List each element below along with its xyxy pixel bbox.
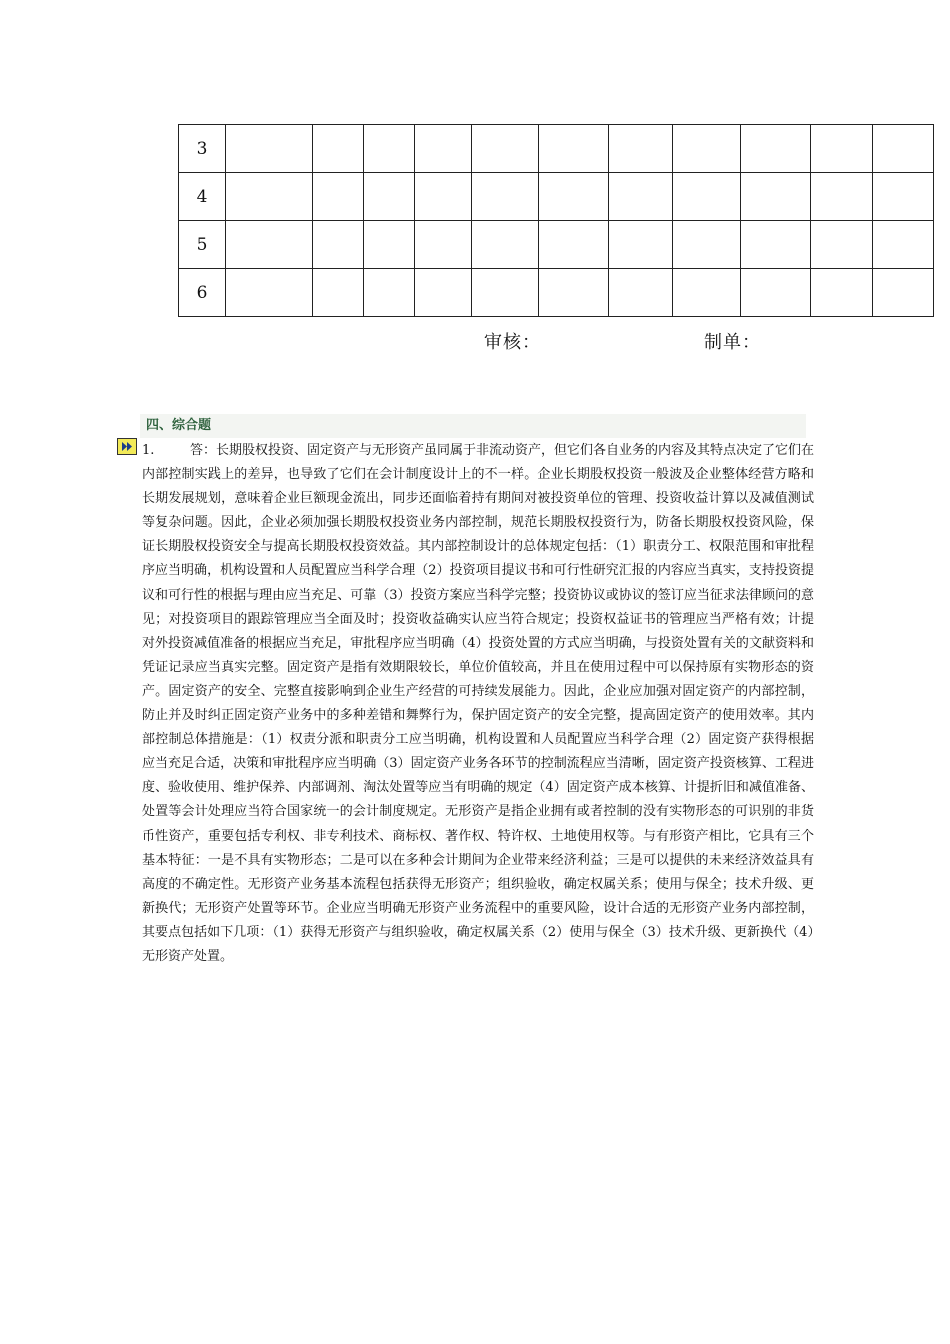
table-cell [539, 221, 609, 269]
table-row [179, 173, 934, 221]
table-cell [364, 125, 415, 173]
table-cell [415, 173, 472, 221]
table-cell [226, 173, 313, 221]
table-row [179, 269, 934, 317]
ledger-table [178, 124, 934, 317]
table-cell [873, 125, 934, 173]
section-title: 四、综合题 [140, 414, 806, 438]
table-cell [811, 269, 873, 317]
table-cell [873, 269, 934, 317]
table-cell [609, 269, 673, 317]
table-cell [313, 269, 364, 317]
table-cell [673, 221, 741, 269]
row-number-cell: 3 [179, 125, 226, 173]
answer-text: 答：长期股权投资、固定资产与无形资产虽同属于非流动资产，但它们各自业务的内容及其特点决定了它们在内部控制实践上的差异，也导致了它们在会计制度设计上的不一样。企业长期股权投资一般波及企业整体经营方略和长期发展规划，意味着企业巨额现金流出，同步还面临着持有期间对被投资单位的管理、投资收益计算以及减值测试等复杂问题。因此，企业必须加强长期股权投资业务内部控制，规范长期股权投资行为，防备长期股权投资风险，保证长期股权投资安全与提高长期股权投资效益。其内部控制设计的总体规定包括：（1）职责分工、权限范围和审批程序应当明确，机构设置和人员配置应当科学合理（2）投资项目提议书和可行性研究汇报的内容应当真实，支持投资提议和可行性的根据与理由应当充足、可靠（3）投资方案应当科学完整；投资协议或协议的签订应当征求法律顾问的意见；对投资项目的跟踪管理应当全面及时；投资收益确实认应当符合规定；投资权益证书的管理应当严格有效；计提对外投资减值准备的根据应当充足，审批程序应当明确（4）投资处置的方式应当明确，与投资处置有关的文献资料和凭证记录应当真实完整。固定资产是指有效期限较长，单位价值较高，并且在使用过程中可以保持原有实物形态的资产。固定资产的安全、完整直接影响到企业生产经营的可持续发展能力。因此，企业应加强对固定资产的内部控制，防止并及时纠正固定资产业务中的多种差错和舞弊行为，保护固定资产的安全完整，提高固定资产的使用效率。其内部控制总体措施是：（1）权责分派和职责分工应当明确，机构设置和人员配置应当科学合理（2）固定资产获得根据应当充足合适，决策和审批程序应当明确（3）固定资产业务各环节的控制流程应当清晰，固定资产投资核算、工程进度、验收使用、维护保养、内部调剂、淘汰处置等应当有明确的规定（4）固定资产成本核算、计提折旧和减值准备、处置等会计处理应当符合国家统一的会计制度规定。无形资产是指企业拥有或者控制的没有实物形态的可识别的非货币性资产，重要包括专利权、非专利技术、商标权、著作权、特许权、土地使用权等。与有形资产相比，它具有三个基本特征：一是不具有实物形态；二是可以在多种会计期间为企业带来经济利益；三是可以提供的未来经济效益具有高度的不确定性。无形资产业务基本流程包括获得无形资产；组织验收，确定权属关系；使用与保全；技术升级、更新换代；无形资产处置等环节。企业应当明确无形资产业务流程中的重要风险，设计合适的无形资产业务内部控制，其要点包括如下几项：（1）获得无形资产与组织验收，确定权属关系（2）使用与保全（3）技术升级、更新换代（4）无形资产处置。 [142, 443, 815, 964]
table-cell [364, 269, 415, 317]
table-cell [415, 269, 472, 317]
table-row [179, 221, 934, 269]
table-cell [741, 173, 811, 221]
table-cell [673, 269, 741, 317]
answer-paragraph [142, 439, 814, 969]
table-cell [415, 221, 472, 269]
table-cell [873, 173, 934, 221]
table-cell [873, 221, 934, 269]
table-cell [313, 173, 364, 221]
table-cell [364, 221, 415, 269]
table-cell [811, 221, 873, 269]
table-cell [609, 221, 673, 269]
table-cell [811, 125, 873, 173]
table-cell [673, 173, 741, 221]
table-cell [364, 173, 415, 221]
table-cell [226, 125, 313, 173]
table-row [179, 125, 934, 173]
table-cell [226, 221, 313, 269]
row-number-cell: 4 [179, 173, 226, 221]
table-cell [539, 125, 609, 173]
table-cell [415, 125, 472, 173]
table-cell [472, 269, 539, 317]
table-cell [741, 125, 811, 173]
table-cell [472, 173, 539, 221]
table-cell [226, 269, 313, 317]
table-cell [472, 221, 539, 269]
table-cell [539, 173, 609, 221]
prepared-by-label: 制单： [704, 332, 761, 353]
table-cell [539, 269, 609, 317]
answer-number: 1. [142, 443, 155, 458]
table-cell [472, 125, 539, 173]
table-cell [609, 173, 673, 221]
table-cell [741, 269, 811, 317]
table-cell [609, 125, 673, 173]
table-cell [313, 221, 364, 269]
row-number-cell: 6 [179, 269, 226, 317]
table-cell [313, 125, 364, 173]
answer-arrow-icon[interactable] [117, 438, 137, 455]
table-cell [741, 221, 811, 269]
row-number-cell: 5 [179, 221, 226, 269]
table-cell [811, 173, 873, 221]
table-cell [673, 125, 741, 173]
audit-signature-label: 审核： [484, 332, 541, 353]
ledger-table-wrapper [178, 124, 933, 317]
